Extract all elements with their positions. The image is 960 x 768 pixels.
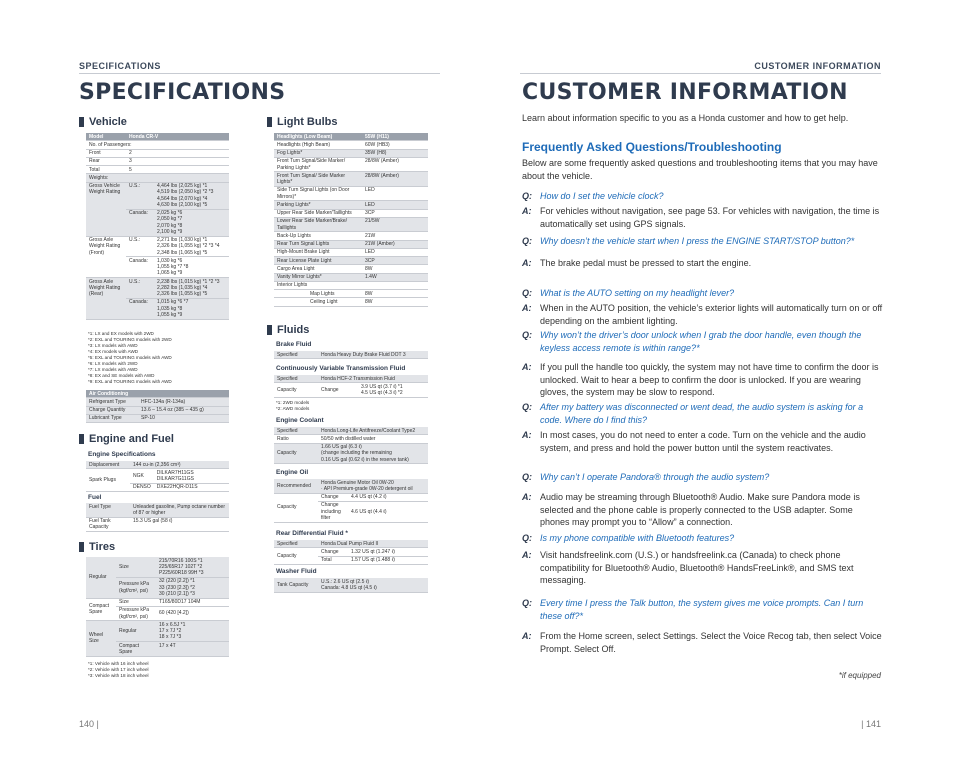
engine-specifications-title: Engine Specifications — [88, 451, 156, 458]
question-label: Q: — [522, 402, 532, 412]
bulb-row: Cargo Area Light 8W — [274, 265, 428, 273]
brake-fluid-title: Brake Fluid — [276, 341, 312, 348]
tire-sizes: 215/70R16 100S *1 225/65R17 102T *2 P225/60R18 99H *3 — [156, 557, 229, 577]
washer-fluid-table: Tank Capacity U.S.: 2.6 US qt (2.5 ℓ) Canada: 4.8 US qt (4.5 ℓ) — [274, 578, 428, 593]
answer-text: For vehicles without navigation, see page 53. For vehicles with navigation, the time is automatically set using GPS signals. — [540, 206, 880, 229]
question-label: Q: — [522, 533, 532, 543]
question-label: Q: — [522, 472, 532, 482]
page-title-specifications: SPECIFICATIONS — [79, 80, 286, 105]
answer-label: A: — [522, 362, 532, 372]
faq-answer — [522, 630, 884, 655]
faq-answer — [522, 361, 884, 399]
question-text: Why can’t I operate Pandora® through the audio system? — [540, 472, 770, 482]
coolant-capacity-values: 1.66 US gal (6.3 ℓ) (change including the remaining 0.16 US gal (0.62 ℓ) in the reserve tank) — [318, 443, 428, 464]
faq-question — [522, 401, 884, 426]
gawr-rear-us-values: 2,238 lbs (1,015 kg) *1 *2 *3 2,282 lbs (1,035 kg) *4 2,326 lbs (1,055 kg) *5 — [154, 278, 229, 299]
question-label: Q: — [522, 330, 532, 340]
rear-differential-title: Rear Differential Fluid * — [276, 530, 348, 537]
tires-footnotes: *1: Vehicle with 16 inch wheel *2: Vehicle with 17 inch wheel *3: Vehicle with 18 inch wheel — [88, 661, 149, 678]
bulb-row: Front Turn Signal/ Side Marker Lights* 28/8W (Amber) — [274, 172, 428, 187]
question-text: Why doesn’t the vehicle start when I press the ENGINE START/STOP button?* — [540, 236, 855, 246]
section-marker-icon — [79, 117, 84, 127]
section-fluids: Fluids — [267, 324, 309, 336]
bulb-row: Front Turn Signal/Side Marker/ Parking Lights* 28/8W (Amber) — [274, 157, 428, 172]
bulb-row: Upper Rear Side Marker/Taillights 3CP — [274, 209, 428, 217]
faq-answer — [522, 429, 884, 454]
oil-change-filter-label: Change including filter — [321, 502, 341, 521]
bulb-row: High-Mount Brake Light LED — [274, 248, 428, 256]
answer-label: A: — [522, 258, 532, 268]
faq-answer — [522, 302, 884, 327]
section-marker-icon — [79, 542, 84, 552]
running-head-right: CUSTOMER INFORMATION — [754, 61, 881, 71]
faq-question — [522, 471, 884, 484]
faq-answer — [522, 205, 884, 230]
question-label: Q: — [522, 598, 532, 608]
engine-coolant-title: Engine Coolant — [276, 417, 324, 424]
fuel-title: Fuel — [88, 494, 102, 501]
page-number-left: 140 | — [79, 719, 99, 729]
question-label: Q: — [522, 288, 532, 298]
engine-table: Displacement 144 cu-in (2,356 cm³) Spark Plugs NGK DILKAR7H11GS DILKAR7G11GS DENSO DXE22HQR-D11S — [86, 461, 229, 492]
washer-fluid-title: Washer Fluid — [276, 568, 317, 575]
answer-label: A: — [522, 492, 532, 502]
wheel-sizes: 16 x 6.5J *1 17 x 7J *2 18 x 7J *3 — [156, 621, 229, 642]
brake-fluid-table: Specified Honda Heavy Duty Brake Fluid DOT 3 — [274, 351, 428, 359]
air-conditioning-table: Air Conditioning Refrigerant Type HFC-134a (R-134a) Charge Quantity 13.6 – 15.4 oz (385 – 435 g) Lubricant Type SP-10 — [86, 390, 229, 423]
answer-text: The brake pedal must be pressed to start the engine. — [540, 258, 752, 268]
gvwr-us-values: 4,464 lbs (2,025 kg) *1 4,519 lbs (2,050 kg) *2 *3 4,564 lbs (2,070 kg) *4 4,630 lbs (2,100 kg) *5 — [154, 182, 229, 209]
section-light-bulbs: Light Bulbs — [267, 116, 338, 128]
answer-label: A: — [522, 631, 532, 641]
answer-text: If you pull the handle too quickly, the system may not have time to confirm the door is unlocked. Wait to hear a beep to confirm the door is unlocked. If you are wearing gloves, the system may be slow to respond. — [540, 362, 879, 397]
faq-answer — [522, 257, 884, 270]
bulb-row: Rear Turn Signal Lights 21W (Amber) — [274, 240, 428, 248]
engine-coolant-table: Specified Honda Long-Life Antifreeze/Coolant Type2 Ratio 50/50 with distilled water Capacity 1.66 US gal (6.3 ℓ) (change including the remaining 0.16 US gal (0.62 ℓ) in the reserve tank) — [274, 427, 428, 464]
answer-text: From the Home screen, select Settings. Select the Voice Recog tab, then select Voice Prompt. Select Off. — [540, 631, 882, 654]
section-vehicle: Vehicle — [79, 116, 127, 128]
bulb-row: Back-Up Lights 21W — [274, 232, 428, 240]
fuel-table: Fuel Type Unleaded gasoline, Pump octane number of 87 or higher Fuel Tank Capacity 15.3 US gal (58 ℓ) — [86, 503, 229, 532]
section-marker-icon — [267, 117, 272, 127]
bulb-row: Vanity Mirror Lights* 1.4W — [274, 273, 428, 281]
section-marker-icon — [267, 325, 272, 335]
question-text: Is my phone compatible with Bluetooth features? — [540, 533, 735, 543]
tire-pressures: 32 (220 [2.2]) *1 33 (230 [2.3]) *2 30 (210 [2.1]) *3 — [156, 577, 229, 598]
faq-question — [522, 597, 884, 622]
if-equipped-note: *if equipped — [838, 671, 881, 680]
cvt-capacity-values: 3.9 US qt (3.7 ℓ) *1 4.5 US qt (4.3 ℓ) *2 — [361, 383, 403, 396]
bulb-row: Map Lights 8W — [274, 290, 428, 298]
question-text: Why won’t the driver’s door unlock when I grab the door handle, even though the keyless access remote is within range?* — [540, 330, 862, 353]
customer-info-intro: Learn about information specific to you as a Honda customer and how to get help. — [522, 113, 849, 123]
faq-answer — [522, 491, 884, 529]
engine-oil-table: Recommended Honda Genuine Motor Oil 0W-20 · API Premium-grade 0W-20 detergent oil Capacity Change 4.4 US qt (4.2 ℓ) Change including filter 4.6 US qt (4.4 ℓ) — [274, 479, 428, 523]
question-text: Every time I press the Talk button, the system gives me voice prompts. Can I turn these off?* — [540, 598, 864, 621]
answer-text: When in the AUTO position, the vehicle’s exterior lights will automatically turn on or off depending on the ambient lighting. — [540, 303, 883, 326]
light-bulbs-table — [274, 133, 428, 307]
engine-oil-title: Engine Oil — [276, 469, 309, 476]
faq-intro: Below are some frequently asked questions and troubleshooting items that you may have about the vehicle. — [522, 158, 878, 181]
cvt-footnotes: *1: 2WD models *2: AWD models — [276, 400, 310, 411]
gvwr-ca-values: 2,025 kg *6 2,050 kg *7 2,070 kg *8 2,100 kg *9 — [154, 209, 229, 236]
answer-label: A: — [522, 303, 532, 313]
question-label: Q: — [522, 236, 532, 246]
vehicle-footnotes: *1: LX and EX models with 2WD *2: EXL and TOURING models with 2WD *3: LX models with AWD *4: EX models with AWD *5: EXL and TOURING models with AWD *6: LX models with 2WD *7: LX models with AWD *8: EX and SE models with AWD *9: EXL and TOURING models with AWD — [88, 331, 172, 384]
question-text: How do I set the vehicle clock? — [540, 191, 664, 201]
bulb-row: Fog Lights* 35W (H8) — [274, 149, 428, 157]
bulb-row: Side Turn Signal Lights (on Door Mirrors)* LED — [274, 186, 428, 201]
bulb-row: Headlights (High Beam) 60W (HB3) — [274, 141, 428, 149]
question-text: After my battery was disconnected or went dead, the audio system is asking for a code. Where do I find this? — [540, 402, 864, 425]
faq-question — [522, 190, 884, 203]
answer-text: Audio may be streaming through Bluetooth® Audio. Make sure Pandora mode is selected and the phone cable is properly connected to the USB adapter. Some phones may prompt you to “Allow” a connection. — [540, 492, 860, 527]
section-tires: Tires — [79, 541, 115, 553]
faq-question — [522, 329, 884, 354]
vehicle-table: Model Honda CR-V No. of Passengers: Front 2 Rear 3 Total 5 Weights: Gross Vehicle Weight Rating U.S.: 4,464 lbs (2,025 kg) *1 4,519 lbs (2,050 kg) *2 *3 4,564 lbs (2,070 kg) *4 4,630 lbs (2,100 kg) *5 Canada: 2,025 kg *6 2,050 kg *7 2,070 kg *8 2,100 kg *9 Gross Axle Weight Rating (Front) U.S.: 2,271 lbs (1,030 kg) *1 2,326 lbs (1,055 kg) *2 *3 *4 2,348 lbs (1,065 kg) *5 Canada: 1,030 kg *6 1,055 kg *7 *8 1,065 kg *9 Gross Axle Weight Rating (Rear) U.S.: 2,238 lbs (1,015 kg) *1 *2 *3 2,282 lbs (1,035 kg) *4 2,326 lbs (1,055 kg) *5 Canada: 1,015 kg *6 *7 1,035 kg *8 1,055 kg *9 — [86, 133, 229, 320]
faq-question — [522, 287, 884, 300]
gawr-front-us-values: 2,271 lbs (1,030 kg) *1 2,326 lbs (1,055 kg) *2 *3 *4 2,348 lbs (1,065 kg) *5 — [157, 237, 220, 256]
page-title-customer-information: CUSTOMER INFORMATION — [522, 80, 848, 105]
bulb-row: Rear License Plate Light 3CP — [274, 257, 428, 265]
oil-recommended-values: Honda Genuine Motor Oil 0W-20 · API Premium-grade 0W-20 detergent oil — [318, 479, 428, 493]
spark-ngk-values: DILKAR7H11GS DILKAR7G11GS — [156, 469, 194, 482]
header-rule-right — [520, 73, 881, 74]
page-number-right: | 141 — [861, 719, 881, 729]
bulb-row: Parking Lights* LED — [274, 201, 428, 209]
washer-capacity-values: U.S.: 2.6 US qt (2.5 ℓ) Canada: 4.8 US qt (4.5 ℓ) — [318, 578, 428, 592]
header-rule-left — [79, 73, 440, 74]
bulb-row: Headlights (Low Beam) 55W (H11) — [274, 133, 428, 141]
answer-label: A: — [522, 430, 532, 440]
section-engine-and-fuel: Engine and Fuel — [79, 433, 174, 445]
bulb-row: Ceiling Light 8W — [274, 298, 428, 306]
answer-label: A: — [522, 550, 532, 560]
cvt-fluid-table: Specified Honda HCF-2 Transmission Fluid Capacity Change 3.9 US qt (3.7 ℓ) *1 4.5 US qt (4.3 ℓ) *2 — [274, 375, 428, 398]
answer-text: Visit handsfreelink.com (U.S.) or handsfreelink.ca (Canada) to check phone compatibility for Bluetooth® Audio, Bluetooth® HandsFreeLink®, and SMS text messaging. — [540, 550, 854, 585]
cvt-fluid-title: Continuously Variable Transmission Fluid — [276, 365, 406, 372]
bulb-row: Interior Lights — [274, 281, 428, 289]
question-label: Q: — [522, 191, 532, 201]
question-text: What is the AUTO setting on my headlight lever? — [540, 288, 735, 298]
running-head-left: SPECIFICATIONS — [79, 61, 161, 71]
faq-heading: Frequently Asked Questions/Troubleshooting — [522, 140, 782, 154]
gawr-rear-ca-values: 1,015 kg *6 *7 1,035 kg *8 1,055 kg *9 — [154, 298, 229, 319]
rear-differential-table: Specified Honda Dual Pump Fluid II Capacity Change 1.32 US qt (1.247 ℓ) Total 1.57 US qt (1.488 ℓ) — [274, 540, 428, 565]
faq-answer — [522, 549, 884, 587]
answer-label: A: — [522, 206, 532, 216]
answer-text: In most cases, you do not need to enter a code. Turn on the vehicle and the audio system, and press and hold the power button until the system reactivates. — [540, 430, 866, 453]
bulb-row: Lower Rear Side Marker/Brake/ Taillights 21/5W — [274, 217, 428, 232]
section-marker-icon — [79, 434, 84, 444]
tires-table: Regular Size 215/70R16 100S *1 225/65R17 102T *2 P225/60R18 99H *3 Pressure kPa (kgf/cm², psi) 32 (220 [2.2]) *1 33 (230 [2.3]) *2 30 (210 [2.1]) *3 Compact Spare Size T165/80D17 104M Pressure kPa (kgf/cm², psi) 60 (420 [4.2]) Wheel Size Regular 16 x 6.5J *1 17 x 7J *2 18 x 7J *3 Compact Spare 17 x 4T — [86, 557, 229, 657]
faq-question — [522, 532, 884, 545]
faq-question — [522, 235, 884, 248]
gawr-front-ca-values: 1,030 kg *6 1,055 kg *7 *8 1,065 kg *9 — [157, 257, 189, 277]
